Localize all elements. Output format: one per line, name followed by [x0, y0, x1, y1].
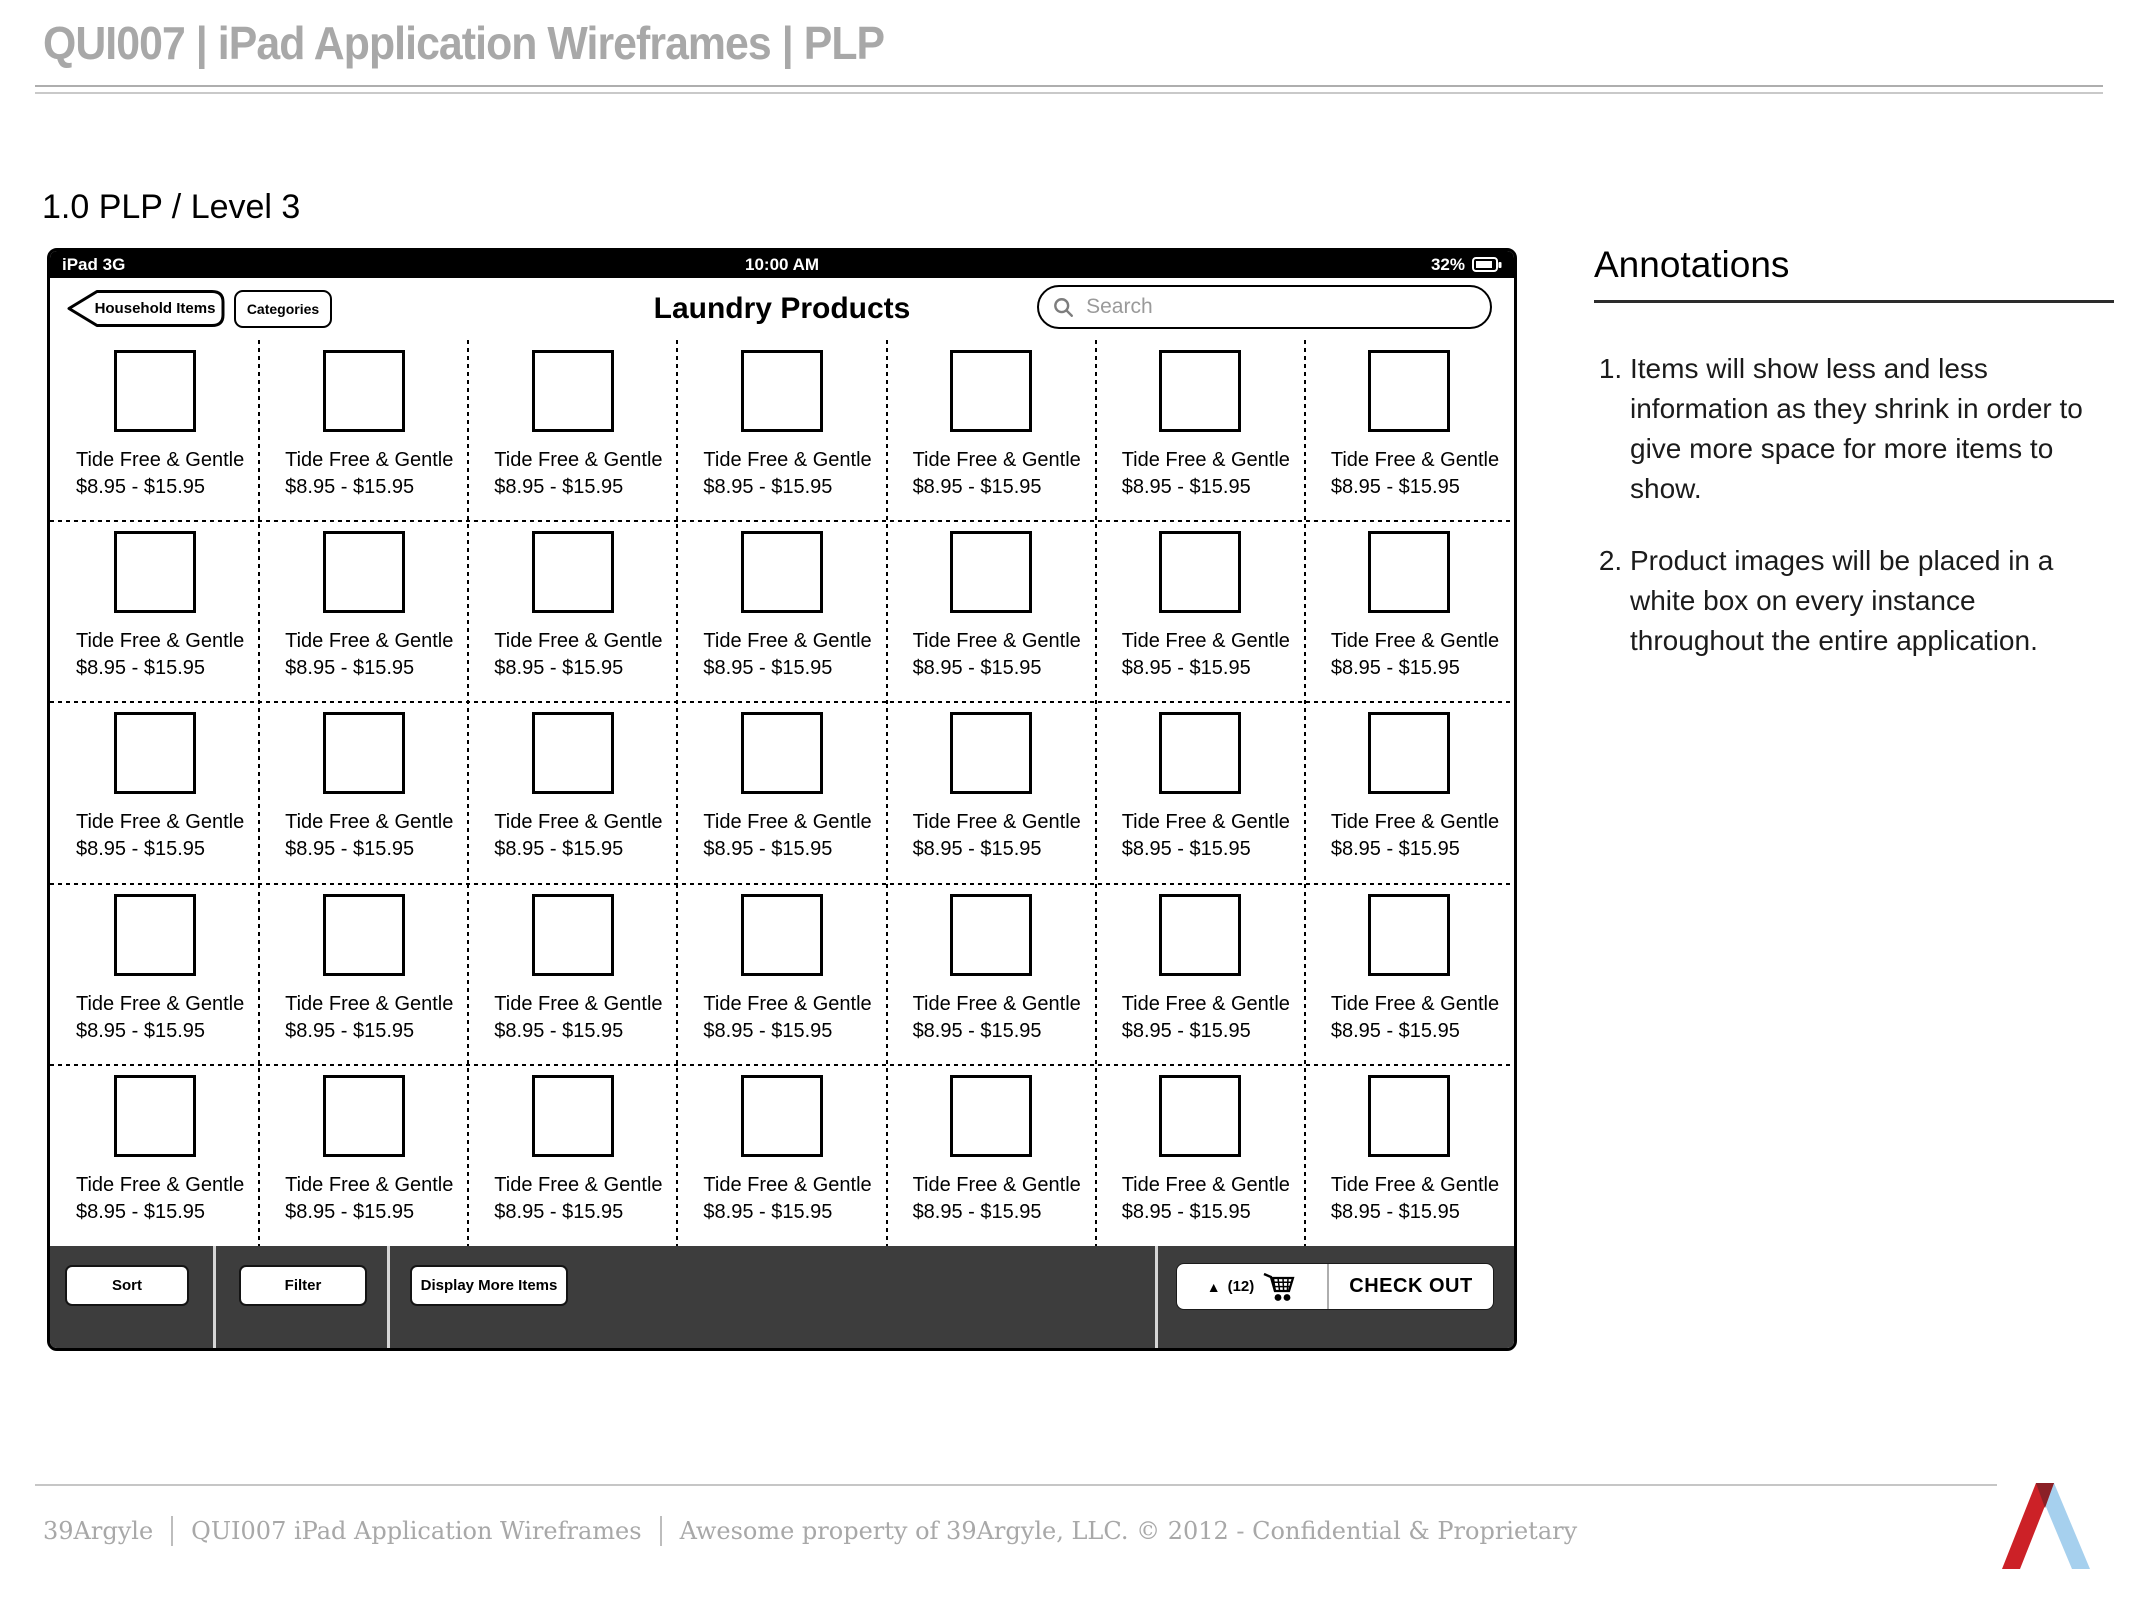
product-price: $8.95 - $15.95 — [1330, 657, 1460, 680]
product-image-placeholder — [1368, 350, 1450, 432]
product-name: Tide Free & Gentle — [1121, 1173, 1290, 1196]
product-image-placeholder — [950, 531, 1032, 613]
product-cell[interactable] — [887, 884, 1096, 1065]
product-price: $8.95 - $15.95 — [1121, 476, 1251, 498]
argyle-logo — [2002, 1483, 2090, 1570]
product-image-placeholder — [532, 350, 614, 432]
product-price: $8.95 - $15.95 — [703, 1200, 833, 1223]
product-price: $8.95 - $15.95 — [285, 838, 415, 861]
annotations-title: Annotations — [1594, 244, 1790, 285]
product-info — [1096, 991, 1305, 1045]
product-price: $8.95 - $15.95 — [285, 1200, 415, 1223]
product-cell[interactable] — [1305, 1065, 1514, 1246]
back-button-label: Household Items — [94, 300, 216, 317]
product-image-placeholder — [1159, 1075, 1241, 1157]
product-name: Tide Free & Gentle — [912, 811, 1081, 834]
product-price: $8.95 - $15.95 — [703, 1019, 833, 1042]
product-info — [259, 1172, 468, 1226]
product-image-placeholder — [1159, 712, 1241, 794]
categories-button-label: Categories — [246, 301, 320, 317]
cart-button[interactable] — [1177, 1264, 1329, 1309]
product-cell[interactable] — [259, 340, 468, 521]
product-price: $8.95 - $15.95 — [494, 1200, 624, 1223]
product-image-placeholder — [323, 531, 405, 613]
footer-company: 39Argyle — [43, 1517, 154, 1545]
clock-label: 10:00 AM — [744, 254, 820, 274]
product-price: $8.95 - $15.95 — [285, 476, 415, 498]
product-price: $8.95 - $15.95 — [703, 838, 833, 861]
display-more-items-label: Display More Items — [420, 1277, 558, 1294]
grid-row-divider — [50, 883, 1514, 885]
page-title: Laundry Products — [653, 292, 911, 325]
grid-column-divider — [886, 340, 888, 1246]
product-price: $8.95 - $15.95 — [703, 657, 833, 680]
product-price: $8.95 - $15.95 — [285, 1019, 415, 1042]
product-price: $8.95 - $15.95 — [1330, 1200, 1460, 1223]
product-price: $8.95 - $15.95 — [76, 657, 205, 680]
cart-expand-icon: ▲ — [1206, 1278, 1221, 1295]
product-name: Tide Free & Gentle — [285, 811, 454, 834]
product-name: Tide Free & Gentle — [1121, 630, 1290, 653]
product-price: $8.95 - $15.95 — [912, 838, 1042, 861]
product-image-placeholder — [741, 531, 823, 613]
product-cell[interactable] — [887, 521, 1096, 702]
filter-button[interactable] — [239, 1265, 367, 1306]
section-title: 1.0 PLP / Level 3 — [42, 188, 301, 226]
bottom-toolbar — [50, 1246, 1514, 1348]
product-price: $8.95 - $15.95 — [1121, 1200, 1251, 1223]
product-image-placeholder — [1159, 531, 1241, 613]
product-price: $8.95 - $15.95 — [76, 476, 205, 498]
product-name: Tide Free & Gentle — [912, 630, 1081, 653]
product-cell[interactable] — [468, 521, 677, 702]
product-cell[interactable] — [1096, 340, 1305, 521]
product-price: $8.95 - $15.95 — [912, 1019, 1042, 1042]
product-name: Tide Free & Gentle — [494, 1173, 663, 1196]
product-name: Tide Free & Gentle — [1330, 449, 1500, 471]
product-cell[interactable] — [887, 340, 1096, 521]
product-cell[interactable] — [677, 340, 886, 521]
product-name: Tide Free & Gentle — [703, 811, 872, 834]
product-price: $8.95 - $15.95 — [494, 1019, 624, 1042]
product-price: $8.95 - $15.95 — [76, 1019, 205, 1042]
product-info — [468, 628, 677, 682]
product-info — [1096, 809, 1305, 863]
product-name: Tide Free & Gentle — [1330, 1173, 1500, 1196]
product-image-placeholder — [532, 1075, 614, 1157]
product-name: Tide Free & Gentle — [494, 449, 663, 471]
product-info — [1096, 1172, 1305, 1226]
product-name: Tide Free & Gentle — [1121, 811, 1290, 834]
sort-button[interactable] — [65, 1265, 189, 1306]
product-image-placeholder — [1368, 712, 1450, 794]
product-info — [887, 991, 1096, 1045]
product-image-placeholder — [323, 712, 405, 794]
product-image-placeholder — [741, 350, 823, 432]
product-info — [50, 1172, 259, 1226]
product-cell[interactable] — [50, 340, 259, 521]
product-name: Tide Free & Gentle — [1121, 992, 1290, 1015]
product-image-placeholder — [950, 350, 1032, 432]
product-price: $8.95 - $15.95 — [703, 476, 833, 498]
sort-button-label: Sort — [112, 1277, 142, 1294]
product-info — [259, 628, 468, 682]
product-cell[interactable] — [468, 340, 677, 521]
grid-row-divider — [50, 1064, 1514, 1066]
grid-column-divider — [676, 340, 678, 1246]
product-cell[interactable] — [1096, 884, 1305, 1065]
product-info — [468, 809, 677, 863]
product-name: Tide Free & Gentle — [912, 1173, 1081, 1196]
product-image-placeholder — [323, 1075, 405, 1157]
battery-percent-label: 32% — [1430, 254, 1465, 274]
product-cell[interactable] — [1305, 884, 1514, 1065]
product-info — [50, 628, 259, 682]
product-info — [887, 447, 1096, 501]
checkout-button[interactable] — [1329, 1264, 1493, 1309]
product-info — [468, 447, 677, 501]
product-info — [1305, 447, 1514, 501]
product-cell[interactable] — [1305, 340, 1514, 521]
ipad-mockup — [47, 248, 1517, 1351]
toolbar-divider — [213, 1246, 216, 1348]
product-cell[interactable] — [468, 1065, 677, 1246]
product-cell[interactable] — [1096, 1065, 1305, 1246]
product-image-placeholder — [741, 1075, 823, 1157]
toolbar-divider — [387, 1246, 390, 1348]
product-cell[interactable] — [677, 1065, 886, 1246]
product-image-placeholder — [741, 894, 823, 976]
product-cell[interactable] — [259, 1065, 468, 1246]
cart-checkout-group — [1176, 1263, 1494, 1310]
annotation-item: 1. Items will show less and less information as they shrink in order to give more space for more items to show. — [1630, 349, 2114, 509]
product-image-placeholder — [114, 350, 196, 432]
product-image-placeholder — [1159, 350, 1241, 432]
product-cell[interactable] — [259, 702, 468, 883]
header-rule — [35, 85, 2103, 87]
back-button[interactable] — [64, 289, 226, 328]
product-price: $8.95 - $15.95 — [912, 657, 1042, 680]
footer-divider — [660, 1516, 662, 1546]
product-info — [468, 1172, 677, 1226]
product-info — [887, 1172, 1096, 1226]
product-info — [677, 447, 886, 501]
product-image-placeholder — [323, 350, 405, 432]
product-grid — [50, 340, 1514, 1246]
footer-copyright: Awesome property of 39Argyle, LLC. © 2012 - Confidential & Proprietary — [679, 1517, 1578, 1545]
cart-icon — [1261, 1270, 1297, 1303]
product-image-placeholder — [532, 894, 614, 976]
product-name: Tide Free & Gentle — [494, 811, 663, 834]
product-cell[interactable] — [468, 702, 677, 883]
product-price: $8.95 - $15.95 — [1121, 657, 1251, 680]
grid-column-divider — [258, 340, 260, 1246]
footer-divider — [171, 1516, 173, 1546]
footer — [43, 1516, 1577, 1546]
annotations-list — [1594, 349, 2114, 661]
product-cell[interactable] — [677, 521, 886, 702]
product-name: Tide Free & Gentle — [1330, 992, 1500, 1015]
product-name: Tide Free & Gentle — [703, 449, 872, 471]
product-price: $8.95 - $15.95 — [912, 476, 1042, 498]
product-info — [50, 991, 259, 1045]
product-price: $8.95 - $15.95 — [494, 838, 624, 861]
product-info — [259, 809, 468, 863]
product-price: $8.95 - $15.95 — [76, 838, 205, 861]
product-info — [677, 628, 886, 682]
product-name: Tide Free & Gentle — [285, 992, 454, 1015]
product-price: $8.95 - $15.95 — [1330, 476, 1460, 498]
product-image-placeholder — [1159, 894, 1241, 976]
grid-column-divider — [467, 340, 469, 1246]
product-cell[interactable] — [677, 884, 886, 1065]
product-image-placeholder — [532, 531, 614, 613]
product-info — [677, 809, 886, 863]
product-price: $8.95 - $15.95 — [494, 657, 624, 680]
product-price: $8.95 - $15.95 — [1121, 838, 1251, 861]
product-info — [1305, 1172, 1514, 1226]
product-info — [259, 991, 468, 1045]
product-name: Tide Free & Gentle — [494, 992, 663, 1015]
product-name: Tide Free & Gentle — [76, 1173, 245, 1196]
product-name: Tide Free & Gentle — [1330, 811, 1500, 834]
product-name: Tide Free & Gentle — [285, 449, 454, 471]
annotations-panel — [1594, 244, 2114, 693]
product-image-placeholder — [950, 894, 1032, 976]
product-cell[interactable] — [50, 1065, 259, 1246]
footer-project: QUI007 iPad Application Wireframes — [191, 1517, 642, 1545]
product-info — [1305, 991, 1514, 1045]
product-price: $8.95 - $15.95 — [285, 657, 415, 680]
product-info — [50, 809, 259, 863]
product-image-placeholder — [114, 531, 196, 613]
product-image-placeholder — [950, 712, 1032, 794]
product-name: Tide Free & Gentle — [285, 630, 454, 653]
cart-count-badge: (12) — [1227, 1278, 1255, 1295]
product-cell[interactable] — [677, 702, 886, 883]
product-image-placeholder — [114, 894, 196, 976]
product-image-placeholder — [114, 1075, 196, 1157]
product-name: Tide Free & Gentle — [285, 1173, 454, 1196]
categories-button[interactable] — [234, 290, 332, 328]
grid-column-divider — [1095, 340, 1097, 1246]
product-info — [887, 809, 1096, 863]
product-price: $8.95 - $15.95 — [1121, 1019, 1251, 1042]
product-name: Tide Free & Gentle — [76, 811, 245, 834]
product-name: Tide Free & Gentle — [912, 992, 1081, 1015]
product-cell[interactable] — [259, 521, 468, 702]
status-bar — [50, 251, 1514, 278]
product-name: Tide Free & Gentle — [76, 630, 245, 653]
product-info — [887, 628, 1096, 682]
search-input[interactable] — [1084, 294, 1476, 320]
grid-row-divider — [50, 520, 1514, 522]
filter-button-label: Filter — [284, 1277, 322, 1294]
checkout-button-label: CHECK OUT — [1349, 1275, 1473, 1297]
product-cell[interactable] — [887, 1065, 1096, 1246]
product-info — [1096, 628, 1305, 682]
footer-rule — [35, 1484, 1997, 1486]
grid-row-divider — [50, 701, 1514, 703]
product-info — [677, 991, 886, 1045]
product-cell[interactable] — [1305, 521, 1514, 702]
product-name: Tide Free & Gentle — [1121, 449, 1290, 471]
product-name: Tide Free & Gentle — [703, 630, 872, 653]
product-cell[interactable] — [1096, 521, 1305, 702]
header-rule-2 — [35, 92, 2103, 94]
product-cell[interactable] — [259, 884, 468, 1065]
product-name: Tide Free & Gentle — [1330, 630, 1500, 653]
product-image-placeholder — [532, 712, 614, 794]
display-more-items-button[interactable] — [410, 1265, 568, 1306]
product-cell[interactable] — [1305, 702, 1514, 883]
product-price: $8.95 - $15.95 — [912, 1200, 1042, 1223]
search-icon — [1053, 296, 1074, 319]
product-info — [50, 447, 259, 501]
carrier-label: iPad 3G — [62, 254, 126, 274]
search-field[interactable] — [1037, 285, 1492, 329]
product-info — [468, 991, 677, 1045]
grid-column-divider — [1304, 340, 1306, 1246]
product-name: Tide Free & Gentle — [76, 992, 245, 1015]
product-image-placeholder — [1368, 894, 1450, 976]
product-name: Tide Free & Gentle — [76, 449, 245, 471]
product-name: Tide Free & Gentle — [703, 992, 872, 1015]
product-name: Tide Free & Gentle — [494, 630, 663, 653]
product-cell[interactable] — [1096, 702, 1305, 883]
product-info — [677, 1172, 886, 1226]
annotations-rule — [1594, 300, 2114, 303]
nav-bar — [50, 278, 1514, 340]
product-cell[interactable] — [887, 702, 1096, 883]
product-price: $8.95 - $15.95 — [1330, 838, 1460, 861]
product-cell[interactable] — [50, 702, 259, 883]
product-info — [1305, 628, 1514, 682]
product-info — [1305, 809, 1514, 863]
product-image-placeholder — [741, 712, 823, 794]
product-cell[interactable] — [50, 521, 259, 702]
product-image-placeholder — [950, 1075, 1032, 1157]
product-price: $8.95 - $15.95 — [76, 1200, 205, 1223]
product-cell[interactable] — [50, 884, 259, 1065]
product-image-placeholder — [1368, 531, 1450, 613]
document-title: QUI007 | iPad Application Wireframes | PLP — [43, 17, 885, 69]
battery-icon — [1472, 257, 1502, 273]
product-image-placeholder — [114, 712, 196, 794]
product-image-placeholder — [1368, 1075, 1450, 1157]
product-price: $8.95 - $15.95 — [494, 476, 624, 498]
product-name: Tide Free & Gentle — [703, 1173, 872, 1196]
annotation-item: 2. Product images will be placed in a white box on every instance throughout the entire application. — [1630, 541, 2114, 661]
toolbar-divider — [1155, 1246, 1158, 1348]
product-image-placeholder — [323, 894, 405, 976]
product-name: Tide Free & Gentle — [912, 449, 1081, 471]
product-info — [1096, 447, 1305, 501]
product-price: $8.95 - $15.95 — [1330, 1019, 1460, 1042]
product-info — [259, 447, 468, 501]
product-cell[interactable] — [468, 884, 677, 1065]
